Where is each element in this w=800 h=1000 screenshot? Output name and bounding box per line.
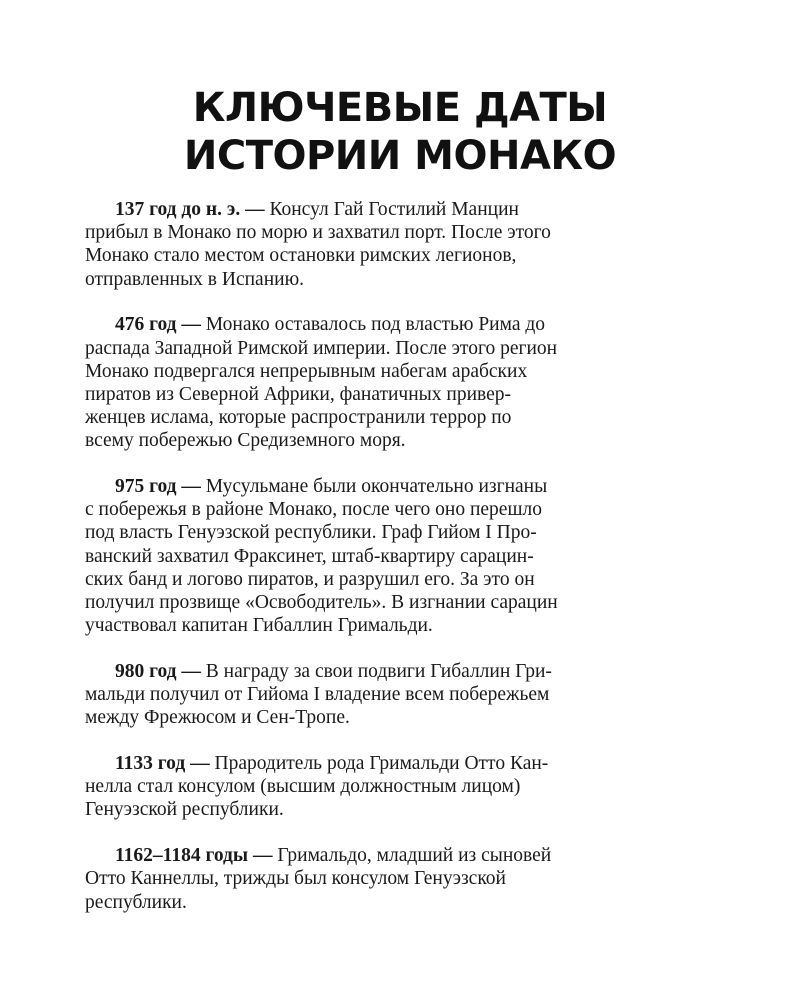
title-line-2: ИСТОРИИ МОНАКО (183, 133, 617, 179)
entry-date: 137 год до н. э. — (115, 199, 265, 220)
entry-date: 980 год — (115, 660, 201, 682)
entry-text-line: Консул Гай Гостилий Манцин (264, 199, 519, 220)
entry-text-line: Монако стало местом остановки римских легионов, (85, 245, 517, 267)
entry-text-line: нелла стал консулом (высшим должностным лицом) (85, 776, 521, 798)
entry-text-line: Отто Каннеллы, трижды был консулом Генуэзской (85, 868, 506, 890)
entry-date: 1133 год — (115, 753, 210, 775)
timeline-entry (85, 198, 645, 291)
entry-date: 1162–1184 годы — (115, 845, 273, 867)
entry-text-line: под власть Генуэзской республики. Граф Гийом I Про- (85, 522, 537, 544)
entry-text-line: Гримальдо, младший из сыновей (272, 845, 552, 867)
timeline-entries (85, 198, 645, 936)
entry-text-line: Мусульмане были окончательно изгнаны (200, 476, 548, 498)
entry-text-line: распада Западной Римской империи. После этого регион (85, 337, 558, 359)
page-title (60, 84, 740, 180)
entry-text-line: женцев ислама, которые распространили террор по (85, 407, 512, 429)
entry-text-line: мальди получил от Гийома I владение всем побережьем (85, 684, 550, 706)
entry-text-line: с побережья в районе Монако, после чего оно перешло (85, 499, 542, 521)
timeline-entry (85, 475, 645, 637)
timeline-entry (85, 752, 645, 822)
entry-text-line: Монако подвергался непрерывным набегам арабских (85, 360, 528, 382)
entry-text-line: Прародитель рода Гримальди Отто Кан- (209, 753, 549, 775)
entry-text-line: всему побережью Средиземного моря. (85, 430, 406, 452)
entry-text-line: ванский захватил Фраксинет, штаб-квартиру сарацин- (85, 545, 534, 567)
entry-text-line: прибыл в Монако по морю и захватил порт. После этого (85, 222, 551, 244)
entry-text-line: Монако оставалось под властью Рима до (200, 314, 546, 336)
timeline-entry (85, 660, 645, 730)
entry-date: 476 год — (115, 314, 201, 336)
entry-text-line: между Фрежюсом и Сен-Тропе. (85, 707, 350, 729)
title-line-1: КЛЮЧЕВЫЕ ДАТЫ (192, 85, 608, 131)
entry-text-line: В награду за свои подвиги Гибаллин Гри- (200, 660, 552, 682)
timeline-entry (85, 844, 645, 914)
entry-text-line: участвовал капитан Гибаллин Гримальди. (85, 615, 433, 637)
entry-text-line: отправленных в Испанию. (85, 268, 305, 290)
entry-text-line: пиратов из Северной Африки, фанатичных привер- (85, 383, 512, 405)
entry-text-line: Генуэзской республики. (85, 799, 284, 821)
entry-date: 975 год — (115, 476, 201, 498)
entry-text-line: получил прозвище «Освободитель». В изгнании сарацин (85, 592, 558, 614)
entry-text-line: ских банд и логово пиратов, и разрушил его. За это он (85, 568, 535, 590)
timeline-entry (85, 313, 645, 452)
entry-text-line: республики. (85, 891, 187, 913)
